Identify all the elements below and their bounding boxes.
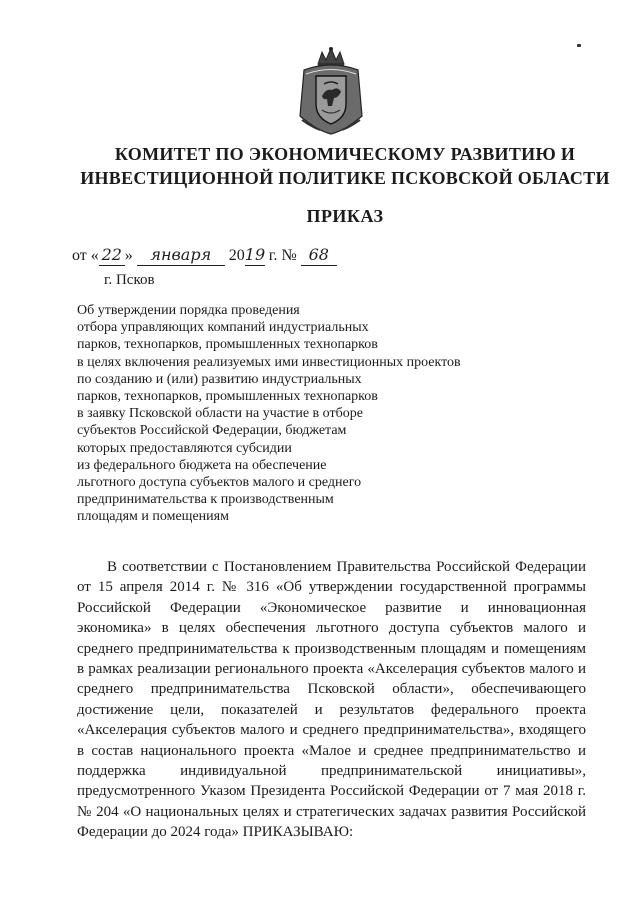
date-month: января (137, 245, 225, 266)
body-line: «Акселерация субъектов малого и среднего предпринимательства», входящего (77, 722, 586, 739)
body-line: достижение цели, показателей и результатов федерального проекта (77, 701, 586, 718)
city: г. Псков (104, 272, 155, 288)
document-type: ПРИКАЗ (306, 206, 384, 226)
body-line: среднего предпринимательства к производственным площадям и помещениям (77, 640, 586, 657)
date-quote-close: » (124, 247, 133, 264)
subject-line: предпринимательства к производственным (77, 492, 334, 508)
date-prefix: от « (72, 247, 99, 264)
order-date-line (72, 243, 337, 269)
date-year-prefix: 20 (228, 247, 245, 264)
body-line: среднего предпринимательства Псковской области», обеспечивающего (77, 681, 586, 698)
subject-line: в заявку Псковской области на участие в отборе (77, 406, 363, 422)
subject-line: Об утверждении порядка проведения (77, 303, 300, 318)
body-line: от 15 апреля 2014 г. № 316 «Об утверждении государственной программы (77, 579, 586, 596)
organization-title-line-1: КОМИТЕТ ПО ЭКОНОМИЧЕСКОМУ РАЗВИТИЮ И (114, 144, 576, 164)
date-day: 22 (99, 245, 125, 266)
organization-title-line-2: ИНВЕСТИЦИОННОЙ ПОЛИТИКЕ ПСКОВСКОЙ ОБЛАСТИ (80, 168, 610, 188)
date-year-unit: г. № (264, 247, 297, 264)
subject-line: льготного доступа субъектов малого и среднего (77, 475, 362, 491)
body-line: В соответствии с Постановлением Правительства Российской Федерации (107, 559, 586, 575)
order-number: 68 (301, 245, 337, 266)
subject-line: в целях включения реализуемых ими инвестиционных проектов (77, 354, 461, 370)
body-line: Федерации до 2024 года» ПРИКАЗЫВАЮ: (77, 824, 354, 841)
subject-line: по созданию и (или) развитию индустриальных (77, 371, 362, 387)
order-body (77, 557, 586, 843)
subject-line: которых предоставляются субсидии (77, 440, 292, 456)
coat-of-arms-icon (296, 46, 366, 136)
body-line: № 204 «О национальных целях и стратегических задачах развития Российской (77, 803, 586, 820)
subject-line: из федерального бюджета на обеспечение (77, 457, 327, 473)
subject-line: парков, технопарков, промышленных технопарков (77, 337, 378, 353)
body-line: в рамках реализации регионального проекта «Акселерация субъектов малого и (77, 661, 586, 678)
body-line: в состав национального проекта «Малое и среднее предпринимательство и (77, 742, 586, 759)
subject-line: отбора управляющих компаний индустриальных (77, 320, 369, 336)
scan-speck (577, 44, 581, 47)
body-line: поддержка индивидуальной предпринимательской инициативы», (77, 763, 586, 780)
order-subject (77, 302, 517, 526)
body-line: Российской Федерации «Экономическое развитие и инновационная (77, 599, 586, 616)
date-year-suffix: 19 (244, 245, 266, 264)
subject-line: парков, технопарков, промышленных технопарков (77, 389, 378, 405)
body-line: экономика» в целях обеспечения льготного доступа субъектов малого и (77, 620, 586, 637)
subject-line: субъектов Российской Федерации, бюджетам (77, 423, 347, 439)
body-line: предусмотренного Указом Президента Российской Федерации от 7 мая 2018 г. (77, 783, 586, 800)
subject-line: площадям и помещениям (77, 509, 229, 525)
